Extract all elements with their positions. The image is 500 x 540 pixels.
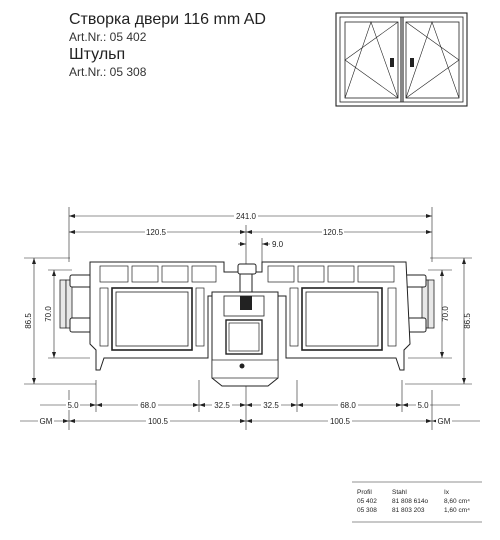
dim-gm-left: GM	[39, 417, 53, 426]
article-number-2: Art.Nr.: 05 308	[69, 65, 147, 79]
dim-bottom-left-edge: 5.0	[67, 401, 79, 410]
dim-bottom-right-68: 68.0	[340, 401, 356, 410]
table-cell: 1,60 cm⁴	[444, 507, 470, 514]
dim-left-half: 120.5	[145, 228, 167, 237]
dim-right-half: 120.5	[322, 228, 344, 237]
profile-cross-section	[60, 262, 434, 386]
spec-table	[352, 482, 482, 522]
dim-gm-right: GM	[437, 417, 451, 426]
dim-bottom-left-325: 32.5	[214, 401, 230, 410]
dim-bottom-left-68: 68.0	[140, 401, 156, 410]
table-cell: 8,60 cm⁴	[444, 498, 470, 505]
profile-title-1: Створка двери 116 mm AD	[69, 11, 266, 28]
table-header-ix: Ix	[444, 489, 450, 496]
dim-right-height-outer: 86.5	[463, 313, 472, 329]
dim-right-height-inner: 70.0	[441, 306, 450, 322]
profile-title-2: Штульп	[69, 46, 126, 63]
article-number-1: Art.Nr.: 05 402	[69, 30, 147, 44]
dim-gm-right-1005: 100.5	[329, 417, 351, 426]
dim-center-offset: 9.0	[272, 240, 284, 249]
dim-gm-left-1005: 100.5	[147, 417, 169, 426]
table-header-stahl: Stahl	[392, 489, 407, 496]
table-cell: 81 808 614o	[392, 498, 429, 505]
window-pictogram-icon	[336, 13, 467, 106]
table-header-profil: Profil	[357, 489, 372, 496]
table-cell: 05 308	[357, 507, 377, 514]
dim-overall-width: 241.0	[235, 212, 257, 221]
dim-bottom-right-edge: 5.0	[417, 401, 429, 410]
table-cell: 05 402	[357, 498, 377, 505]
dim-left-height-inner: 70.0	[44, 306, 53, 322]
table-cell: 81 803 203	[392, 507, 425, 514]
dim-left-height-outer: 86.5	[24, 313, 33, 329]
dim-bottom-right-325: 32.5	[263, 401, 279, 410]
